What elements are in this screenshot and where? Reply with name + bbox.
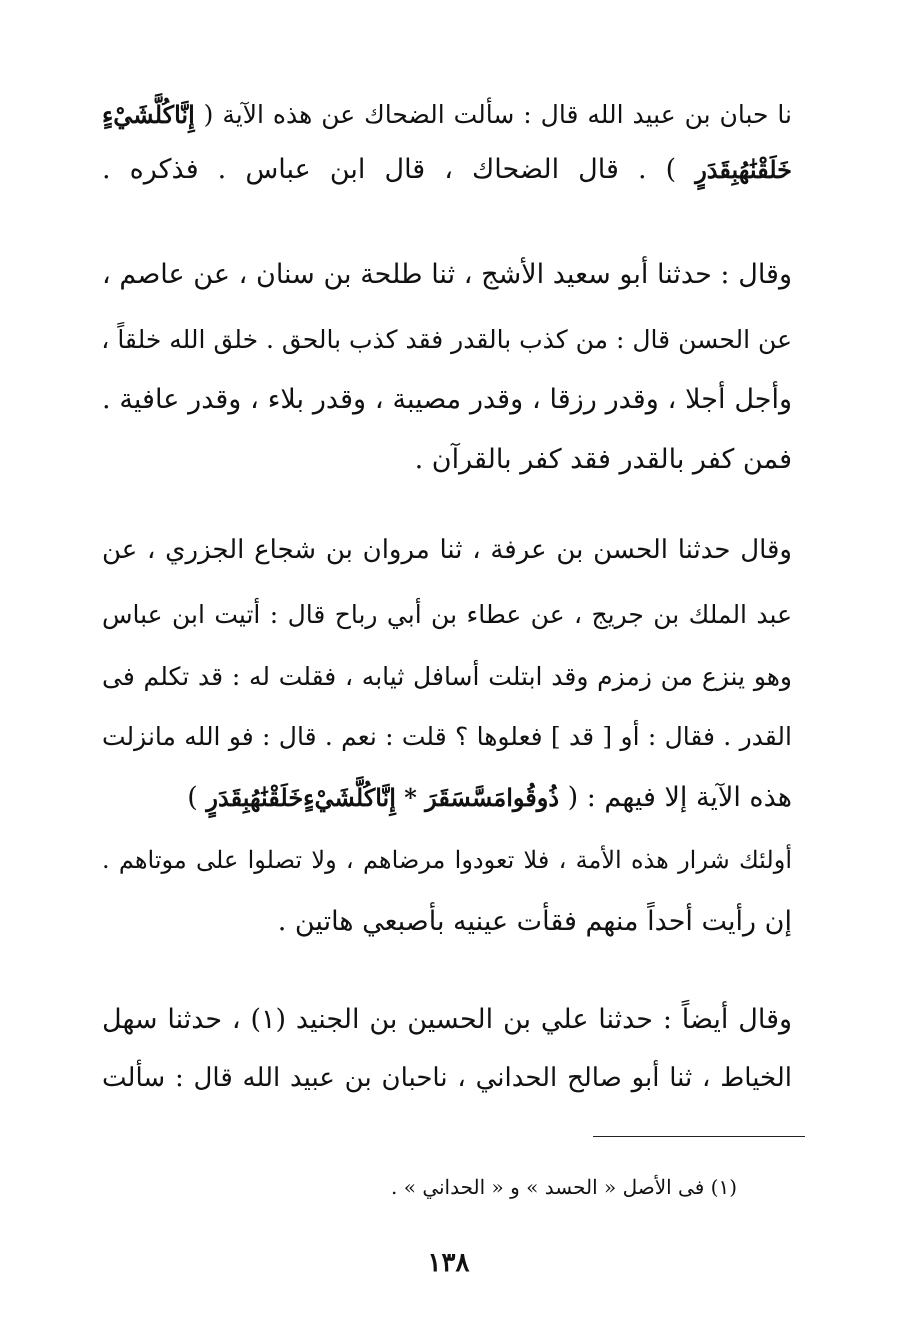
- text-segment: ): [187, 782, 207, 813]
- text-line: القدر . فقال : أو [ قد ] فعلوها ؟ قلت : نعم . قال : فو الله مانزلت: [102, 722, 792, 751]
- text-line: وقال أيضاً : حدثنا علي بن الحسين بن الجنيد (١) ، حدثنا سهل: [102, 1004, 793, 1035]
- footnote: (١) فى الأصل « الحسد » و « الحداني » .: [391, 1175, 737, 1199]
- text-line: وأجل أجلا ، وقدر رزقا ، وقدر مصيبة ، وقدر بلاء ، وقدر عافية .: [102, 384, 792, 415]
- text-line: فمن كفر بالقدر فقد كفر بالقرآن .: [414, 444, 792, 475]
- text-line: عن الحسن قال : من كذب بالقدر فقد كذب بالحق . خلق الله خلقاً ،: [101, 325, 792, 354]
- text-line: وقال حدثنا الحسن بن عرفة ، ثنا مروان بن شجاع الجزري ، عن: [102, 535, 792, 565]
- quran-verse: إِنَّاكُلَّشَيْءٍ: [102, 100, 195, 129]
- text-line: [102, 150, 792, 190]
- text-segment: نا حبان بن عبيد الله قال : سألت الضحاك عن هذه الآية (: [194, 100, 792, 129]
- text-line: وهو ينزع من زمزم وقد ابتلت أسافل ثيابه ، فقلت له : قد تكلم فى: [102, 662, 792, 691]
- quran-verse: خَلَقْنَٰهُبِقَدَرٍ: [695, 155, 792, 184]
- text-line: [102, 778, 792, 818]
- text-segment: ) . قال الضحاك ، قال ابن عباس . فذكره .: [102, 154, 696, 185]
- text-line: [102, 95, 792, 135]
- page-number: ١٣٨: [427, 1248, 470, 1278]
- text-line: أولئك شرار هذه الأمة ، فلا تعودوا مرضاهم ، ولا تصلوا على موتاهم .: [102, 846, 792, 874]
- footnote-separator: [593, 1136, 805, 1137]
- text-line: الخياط ، ثنا أبو صالح الحداني ، ناحبان بن عبيد الله قال : سألت: [102, 1063, 792, 1093]
- text-line: إن رأيت أحداً منهم فقأت عينيه بأصبعي هاتين .: [277, 906, 792, 937]
- text-line: عبد الملك بن جريج ، عن عطاء بن أبي رباح قال : أتيت ابن عباس: [102, 600, 792, 629]
- quran-verse: ذُوقُوامَسَّسَقَرَ * إِنَّاكُلَّشَيْءٍخَلَقْنَٰهُبِقَدَرٍ: [206, 783, 560, 812]
- text-segment: هذه الآية إلا فيهم : (: [559, 782, 792, 813]
- text-line: وقال : حدثنا أبو سعيد الأشج ، ثنا طلحة بن سنان ، عن عاصم ،: [102, 259, 792, 290]
